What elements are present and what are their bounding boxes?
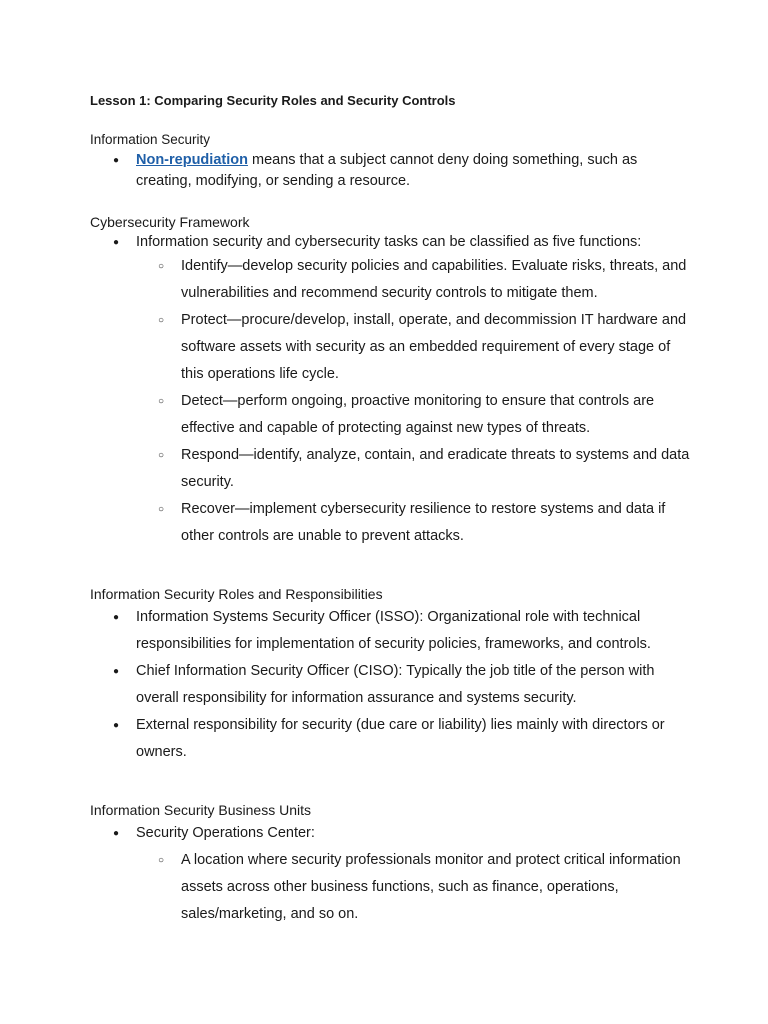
- document-page: [90, 92, 690, 928]
- five-functions-sublist: [136, 253, 690, 550]
- section-heading-roles: Information Security Roles and Responsibilities: [90, 586, 383, 602]
- sublist-item-respond: ○ Respond—identify, analyze, contain, and eradicate threats to systems and data security.: [90, 442, 690, 496]
- list-item-text: means that a subject cannot deny doing something, such as creating, modifying, or sending a resource.: [136, 152, 638, 189]
- sublist-item-soc-description: ○ A location where security professionals monitor and protect critical information assets across other business functions, such as finance, operations, sales/marketing, and so on.: [90, 847, 690, 928]
- sublist-item-protect: ○ Protect—procure/develop, install, operate, and decommission IT hardware and software assets with security as an embedded requirement of every stage of this operations life cycle.: [90, 307, 690, 388]
- document-title: Lesson 1: Comparing Security Roles and Security Controls: [90, 93, 456, 108]
- list-item-ciso: ● Chief Information Security Officer (CISO): Typically the job title of the person with overall responsibility for information assurance and systems security.: [90, 658, 690, 712]
- list-item-five-functions: [90, 232, 690, 550]
- information-security-list: [90, 150, 690, 192]
- list-item-text: Information security and cybersecurity tasks can be classified as five functions:: [136, 234, 642, 250]
- business-units-list: [90, 820, 690, 928]
- cybersecurity-framework-list: [90, 232, 690, 550]
- section-heading-business-units: Information Security Business Units: [90, 802, 311, 818]
- list-item-external-responsibility: ● External responsibility for security (due care or liability) lies mainly with directors or owners.: [90, 712, 690, 766]
- section-heading-cybersecurity-framework: Cybersecurity Framework: [90, 214, 250, 230]
- list-item-isso: ● Information Systems Security Officer (ISSO): Organizational role with technical responsibilities for implementation of security policies, frameworks, and controls.: [90, 604, 690, 658]
- sublist-item-recover: ○ Recover—implement cybersecurity resilience to restore systems and data if other controls are unable to prevent attacks.: [90, 496, 690, 550]
- non-repudiation-link[interactable]: Non-repudiation: [136, 152, 248, 168]
- soc-sublist: [136, 847, 690, 928]
- sublist-item-identify: ○ Identify—develop security policies and capabilities. Evaluate risks, threats, and vulnerabilities and recommend security controls to mitigate them.: [90, 253, 690, 307]
- sublist-item-detect: ○ Detect—perform ongoing, proactive monitoring to ensure that controls are effective and capable of protecting against new types of threats.: [90, 388, 690, 442]
- list-item-non-repudiation: [90, 150, 690, 192]
- list-item-text: Security Operations Center:: [136, 825, 315, 841]
- section-heading-information-security: Information Security: [90, 132, 211, 147]
- list-item-soc: [90, 820, 690, 928]
- roles-list: [90, 604, 690, 766]
